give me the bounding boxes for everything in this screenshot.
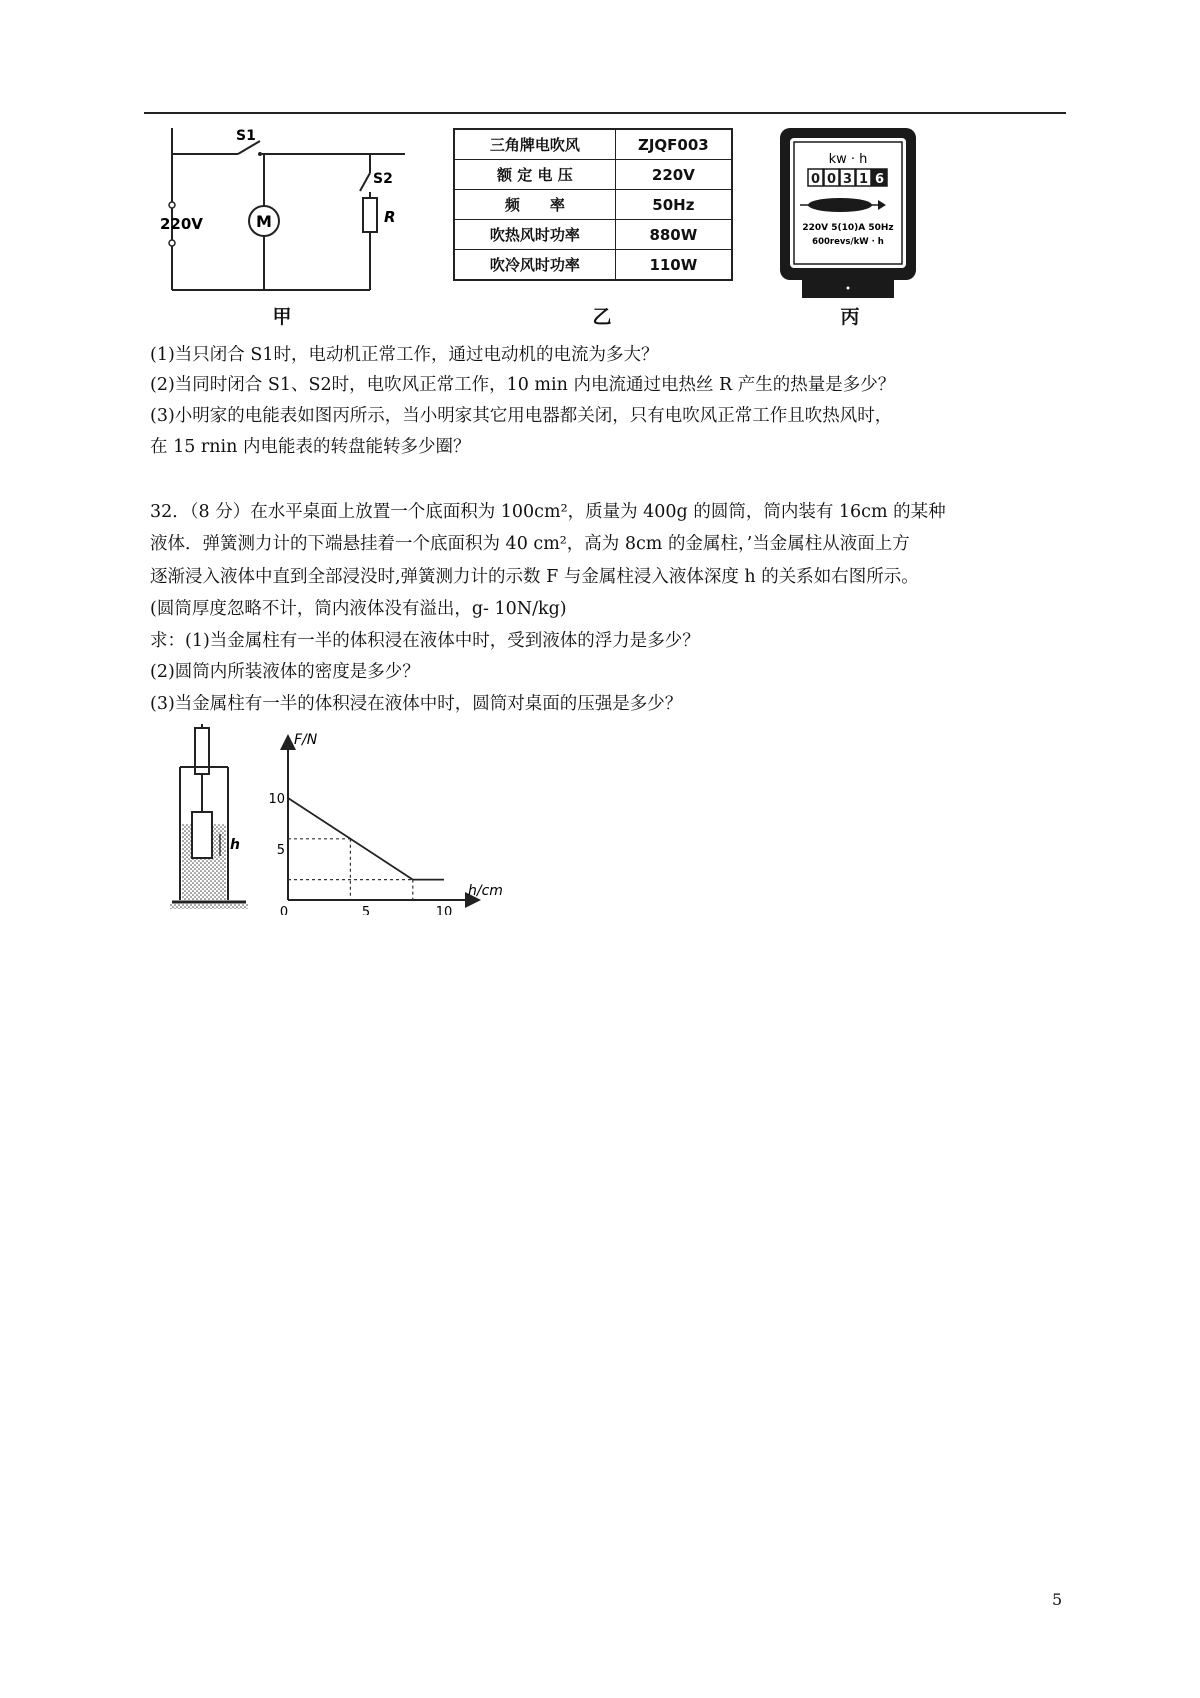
q32-line-2: 液体．弹簧测力计的下端悬挂着一个底面积为 40 cm²，高为 8cm 的金属柱，’当金属柱从液面上方 (150, 534, 910, 554)
meter-digit: 6 (874, 172, 885, 187)
s2-label: S2 (373, 171, 393, 187)
spec-label: 吹冷风时功率 (454, 250, 615, 281)
x-tick-10: 10 (435, 905, 453, 915)
spec-label: 频 率 (454, 190, 615, 220)
q31-item-2: (2)当同时闭合 S1、S2时，电吹风正常工作，10 min 内电流通过电热丝 R 产生的热量是多少？ (150, 375, 896, 395)
header-rule (144, 112, 1066, 114)
spec-table-caption: 乙 (592, 306, 612, 328)
circuit-caption: 甲 (272, 306, 292, 328)
resistor-label: R (384, 208, 396, 226)
meter-digit: 0 (810, 172, 821, 187)
q31-item-1: (1)当只闭合 S1时，电动机正常工作，通过电动机的电流为多大？ (150, 345, 659, 365)
meter-rating: 220V 5(10)A 50Hz (802, 223, 894, 233)
spec-label: 吹热风时功率 (454, 220, 615, 250)
spec-row (454, 250, 732, 281)
depth-label: h (230, 837, 240, 853)
x-axis-label: h/cm (468, 883, 503, 899)
q32-line-1: 32．（8 分）在水平桌面上放置一个底面积为 100cm²，质量为 400g 的圆筒，筒内装有 16cm 的某种 (150, 502, 946, 522)
force-series-line (288, 798, 444, 880)
meter-digit: 0 (826, 172, 837, 187)
q32-line-4: (圆筒厚度忽略不计，筒内液体没有溢出，g- 10N/kg) (150, 599, 567, 619)
hair-dryer-spec-table (453, 128, 733, 281)
motor-label: M (256, 212, 272, 231)
meter-digit: 1 (858, 172, 869, 187)
q31-item-4: 在 15 rnin 内电能表的转盘能转多少圈？ (150, 437, 471, 457)
electric-meter (778, 126, 920, 302)
meter-digit: 3 (842, 172, 853, 187)
spec-row (454, 190, 732, 220)
spec-label: 三角牌电吹风 (454, 129, 615, 160)
circuit-diagram (160, 128, 410, 308)
voltage-label: 220V (160, 215, 203, 233)
spec-row (454, 220, 732, 250)
spec-value: 110W (615, 250, 732, 281)
spring-scale-apparatus (160, 722, 260, 912)
q32-line-3: 逐渐浸入液体中直到全部浸没时,弹簧测力计的示数 F 与金属柱浸入液体深度 h 的关系如右图所示。 (150, 567, 919, 587)
spec-value: 880W (615, 220, 732, 250)
x-tick-0: 0 (279, 905, 289, 915)
q32-line-5: 求：(1)当金属柱有一半的体积浸在液体中时，受到液体的浮力是多少？ (150, 631, 700, 651)
y-tick-10: 10 (268, 792, 285, 807)
y-tick-5: 5 (276, 843, 285, 858)
q32-line-7: (3)当金属柱有一半的体积浸在液体中时，圆筒对桌面的压强是多少？ (150, 694, 683, 714)
q32-line-6: (2)圆筒内所装液体的密度是多少？ (150, 662, 420, 682)
page-number: 5 (1052, 1590, 1063, 1609)
spec-label: 额 定 电 压 (454, 160, 615, 190)
spec-value: 220V (615, 160, 732, 190)
q31-item-3: (3)小明家的电能表如图丙所示，当小明家其它用电器都关闭，只有电吹风正常工作且吹热风时， (150, 406, 893, 426)
spec-value: 50Hz (615, 190, 732, 220)
force-depth-chart (262, 730, 512, 915)
spec-row (454, 129, 732, 160)
meter-unit: kw · h (828, 152, 868, 167)
x-tick-5: 5 (361, 905, 371, 915)
s1-label: S1 (236, 128, 256, 144)
spec-value: ZJQF003 (615, 129, 732, 160)
meter-caption: 丙 (840, 306, 860, 328)
meter-revs: 600revs/kW · h (812, 237, 884, 247)
spec-row (454, 160, 732, 190)
y-axis-label: F/N (294, 732, 318, 748)
